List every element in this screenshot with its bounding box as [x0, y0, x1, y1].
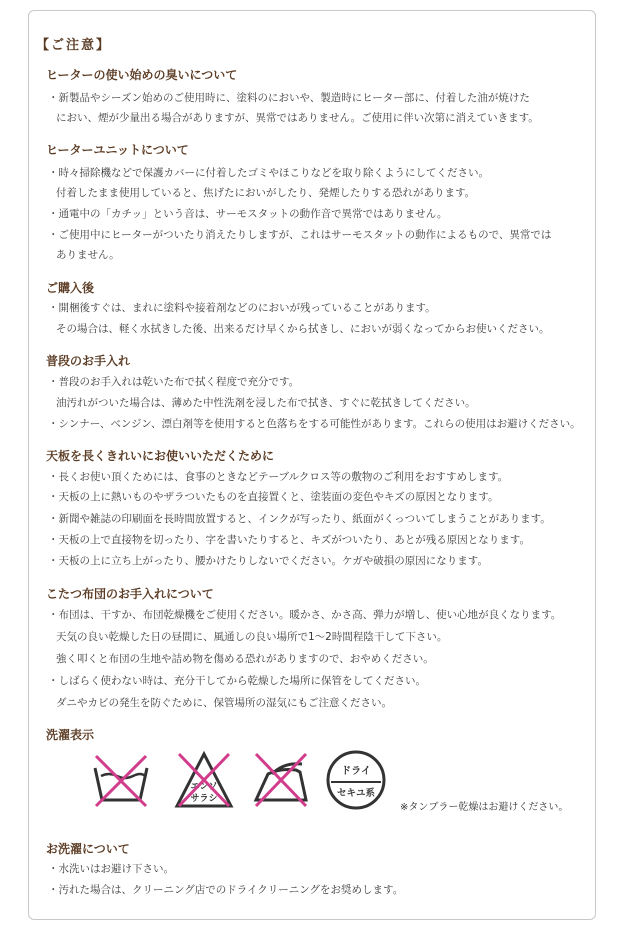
text-line: ・布団は、干すか、布団乾燥機をご使用ください。暖かさ、かさ高、弾力が増し、使い心地が良くなります。 — [48, 609, 562, 621]
tumble-dry-note: ※タンブラー乾燥はお避けください。 — [400, 802, 569, 813]
text-line: ・天板の上に熱いものやザラついたものを直接置くと、塗装面の変色やキズの原因となります。 — [48, 491, 499, 503]
text-line: ・しばらく使わない時は、充分干してから乾燥した場所に保管をしてください。 — [48, 675, 426, 687]
section-title-laundry-symbols: 洗濯表示 — [46, 728, 95, 742]
chlorine-label-1: エンソ — [190, 782, 218, 792]
text-line: ・ご使用中にヒーターがついたり消えたりしますが、これはサーモスタットの動作によるもので、異常では — [48, 229, 552, 241]
dry-clean-petroleum-icon — [325, 748, 387, 812]
text-line: ・天板の上で直接物を切ったり、字を書いたりすると、キズがついたり、あとが残る原因となります。 — [48, 534, 530, 546]
section-title-washing: お洗濯について — [46, 842, 130, 856]
text-line: 強く叩くと布団の生地や詰め物を傷める恐れがありますので、おやめください。 — [56, 653, 434, 665]
text-line: その場合は、軽く水拭きした後、出来るだけ早くから拭きし、においが弱くなってからお使いください。 — [56, 323, 550, 335]
wash-tub-crossed-icon — [90, 748, 152, 812]
text-line: ・開梱後すぐは、まれに塗料や接着剤などのにおいが残っていることがあります。 — [48, 302, 436, 314]
section-title-daily-care: 普段のお手入れ — [46, 354, 131, 368]
text-line: ・普段のお手入れは乾いた布で拭く程度で充分です。 — [48, 376, 300, 388]
text-line: ダニやカビの発生を防ぐために、保管場所の湿気にもご注意ください。 — [56, 697, 392, 709]
text-line: ありません。 — [56, 249, 120, 261]
dry-label: ドライ — [341, 766, 371, 777]
text-line: ・汚れた場合は、クリーニング店でのドライクリーニングをお奨めします。 — [48, 884, 404, 896]
text-line: 油汚れがついた場合は、薄めた中性洗剤を浸した布で拭き、すぐに乾拭きしてください。 — [56, 397, 476, 409]
text-line: ・シンナー、ベンジン、漂白剤等を使用すると色落ちをする可能性があります。これらの使用はお避けください。 — [48, 418, 581, 430]
chlorine-label-2: サラシ — [190, 794, 218, 804]
text-line: におい、煙が少量出る場合がありますが、異常ではありません。ご使用に伴い次第に消えていきます。 — [56, 112, 539, 124]
notice-header: 【ご注意】 — [36, 38, 112, 53]
section-title-futon-care: こたつ布団のお手入れについて — [46, 587, 214, 601]
text-line: 天気の良い乾燥した日の昼間に、風通しの良い場所で1～2時間程陰干して下さい。 — [56, 631, 448, 643]
text-line: 付着したまま使用していると、焦げたにおいがしたり、発煙したりする恐れがあります。 — [56, 187, 476, 199]
section-title-after-purchase: ご購入後 — [46, 281, 95, 295]
text-line: ・時々掃除機などで保護カバーに付着したゴミやほこりなどを取り除くようにしてください。 — [48, 167, 489, 179]
section-title-tabletop: 天板を長くきれいにお使いいただくために — [46, 449, 275, 463]
text-line: ・新製品やシーズン始めのご使用時に、塗料のにおいや、製造時にヒーター部に、付着した油が焼けた — [48, 92, 530, 104]
section-title-heater-unit: ヒーターユニットについて — [46, 143, 189, 157]
text-line: ・水洗いはお避け下さい。 — [48, 863, 174, 875]
text-line: ・天板の上に立ち上がったり、腰かけたりしないでください。ケガや破損の原因になります。 — [48, 555, 488, 567]
text-line: ・通電中の「カチッ」という音は、サーモスタットの動作音で異常ではありません。 — [48, 208, 448, 220]
text-line: ・長くお使い頂くためには、食事のときなどテーブルクロス等の敷物のご利用をおすすめします。 — [48, 471, 509, 483]
text-line: ・新聞や雑誌の印刷面を長時間放置すると、インクが写ったり、紙面がくっついてしまうことがあります。 — [48, 513, 551, 525]
petroleum-label: セキユ系 — [336, 788, 376, 799]
chlorine-bleach-crossed-icon — [173, 748, 235, 812]
section-title-heater-smell: ヒーターの使い始めの臭いについて — [46, 68, 238, 82]
iron-crossed-icon — [250, 748, 312, 812]
